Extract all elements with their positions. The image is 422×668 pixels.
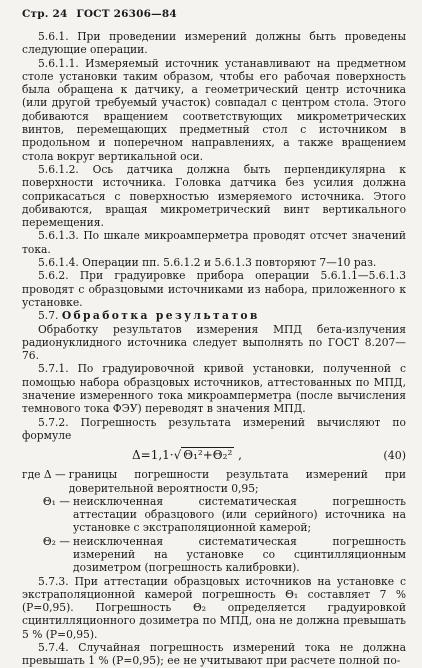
definition-text: неисключенная систематическая погрешность измерений на установке со сцинтилляционным дозиметром (погрешность калибровки).: [73, 534, 406, 575]
definition-item: [22, 468, 406, 495]
definition-text: границы погрешности результата измерений при доверительной вероятности 0,95;: [68, 468, 406, 495]
page-number: Стр. 24: [22, 8, 68, 20]
paragraph: 5.7.3. При аттестации образцовых источников на установке с экстраполяционной камерой погрешность Θ₁ составляет 7 % (Р=0,95). Погрешность Θ₂ определяется градуировкой сцинтилляционного дозиметра по МПД, она не должна превышать 5 % (Р=0,95).: [22, 574, 406, 641]
section-heading: [22, 309, 406, 322]
definitions-list: [22, 468, 406, 574]
paragraph: 5.6.1.4. Операции пп. 5.6.1.2 и 5.6.1.3 повторяют 7—10 раз.: [38, 256, 377, 270]
definition-symbol: Θ₂ —: [42, 534, 70, 548]
paragraph: 5.6.2. При градуировке прибора операции 5.6.1.1—5.6.1.3 проводят с образцовыми источниками из набора, приложенного к установке.: [22, 269, 406, 309]
paragraph: 5.6.1.1. Измеряемый источник устанавливают на предметном столе установки таким образом, чтобы его рабочая поверхность была обращена к датчику, а геометрический центр источника (или другой требуемый участок) совпадал с центром стола. Этого добиваются вращением соответствующих микрометрических винтов, перемещающих предметный стол с источником в продольном и поперечном направлениях, а также вращением стола вокруг вертикальной оси.: [22, 56, 406, 163]
formula-row: [22, 448, 406, 462]
paragraph: 5.7.2. Погрешность результата измерений вычисляют по формуле: [22, 415, 406, 442]
paragraph: 5.7.1. По градуировочной кривой установки, полученной с помощью набора образцовых источников, аттестованных по МПД, значение измеренного тока микроамперметра (после вычисления темнового тока ФЭУ) переводят в значения МПД.: [22, 362, 406, 416]
paragraph: 5.6.1.2. Ось датчика должна быть перпендикулярна к поверхности источника. Головка датчика без усилия должна соприкасаться с поверхностью измеряемого источника. Этого добиваются, вращая микрометрический винт вертикального перемещения.: [22, 162, 406, 230]
equation-number: (40): [383, 448, 406, 462]
formula-tail: ,: [234, 448, 242, 463]
paragraph: 5.7.4. Случайная погрешность измерений тока не должна превышать 1 % (Р=0,95); ее не учитывают при расчете полной по-: [22, 641, 406, 668]
paragraph: 5.6.1.3. По шкале микроамперметра проводят отсчет значений тока.: [22, 229, 406, 256]
section-title: Обработка результатов: [61, 309, 260, 323]
sqrt-sign: √: [173, 448, 182, 463]
standard-code: ГОСТ 26306—84: [76, 8, 177, 20]
section-number: 5.7.: [38, 309, 59, 323]
definition-item: [22, 535, 406, 575]
page-header: [22, 8, 406, 20]
definition-text: неисключенная систематическая погрешность аттестации образцового (или серийного) источника на установке с экстраполяционной камерой;: [73, 494, 406, 535]
formula-lhs: Δ=1,1·: [132, 448, 174, 463]
definition-symbol: где Δ —: [22, 468, 66, 482]
definition-symbol: Θ₁ —: [42, 494, 70, 508]
formula: [132, 448, 242, 462]
formula-radicand: Θ₁²+Θ₂²: [183, 448, 233, 463]
definition-item: [22, 495, 406, 535]
paragraph: 5.6.1. При проведении измерений должны быть проведены следующие операции.: [22, 30, 406, 57]
paragraph: Обработку результатов измерения МПД бета-излучения радионуклидного источника следует выполнять по ГОСТ 8.207—76.: [22, 322, 406, 363]
